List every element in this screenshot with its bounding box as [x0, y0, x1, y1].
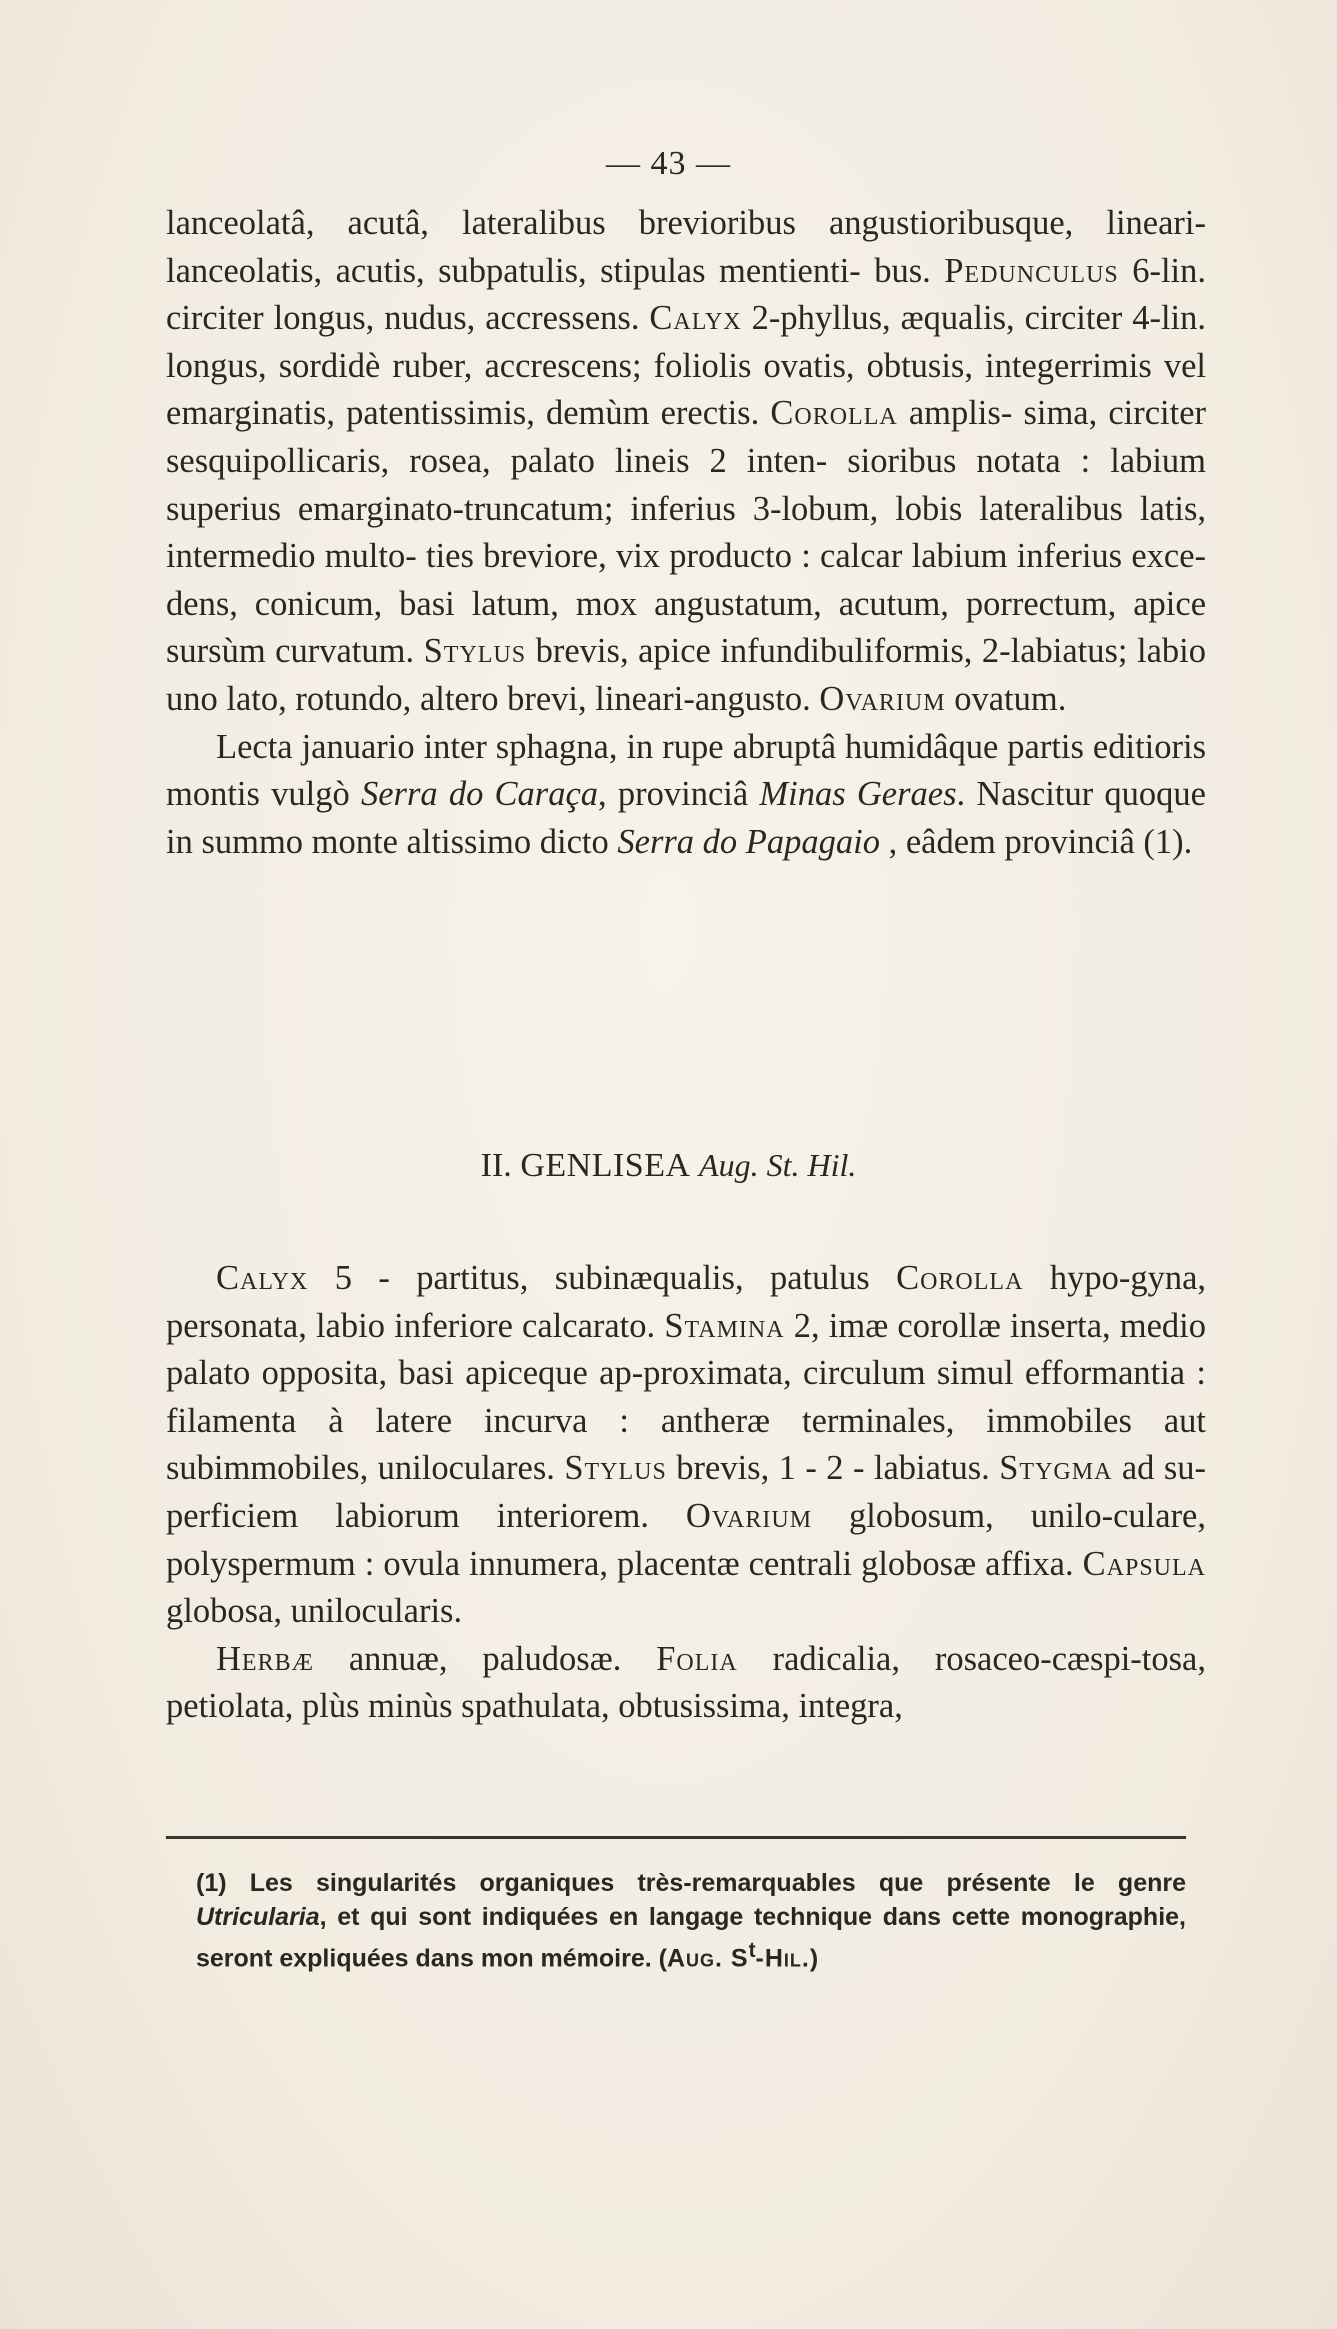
herbae-paragraph	[166, 1636, 1206, 1731]
text-line: altero brevi, lineari-angusto.	[419, 679, 811, 718]
text-line: porrectum, apice sursùm curvatum.	[166, 584, 1207, 671]
text-line: emarginatis, patentissimis, demùm erectis.	[166, 394, 760, 433]
text-line: sioribus notata : labium superius emarginato-truncatum;	[166, 441, 1207, 528]
text-line: bus.	[874, 251, 931, 290]
footnote-author: Aug. S	[666, 1944, 749, 1973]
term-pedunculus: Pedunculus	[944, 251, 1119, 290]
footnote-rule	[166, 1836, 1186, 1839]
text-run: ad su-perficiem labiorum interiorem.	[166, 1449, 1207, 1535]
genus-description	[166, 1255, 1206, 1731]
text-line: Lecta januario inter sphagna, in rupe abruptâ humidâque	[216, 727, 999, 766]
term-stylus: Stylus	[423, 632, 527, 671]
text-line: 2-phyllus, æqualis, circiter 4-lin. longus, sordidè	[166, 299, 1207, 385]
text-line: ovatum.	[954, 679, 1067, 718]
term-stygma: Stygma	[999, 1449, 1113, 1488]
place-name: Minas Geraes	[759, 775, 957, 814]
text-line: amplis-	[908, 394, 1013, 433]
text-line: , eâdem provinciâ (1).	[888, 822, 1193, 861]
genus-name: GENLISEA	[520, 1147, 691, 1184]
text-run: radicalia, rosaceo-cæspi-tosa, petiolata, plùs minùs spathulata, obtusissima, integra,	[166, 1639, 1206, 1726]
text-line: 6-lin. circiter longus, nudus, accressens.	[166, 251, 1207, 338]
text-line: sima, circiter sesquipollicaris, rosea, palato lineis 2 inten-	[166, 394, 1207, 480]
term-corolla: Corolla	[770, 394, 898, 433]
text-line: . Nascitur quoque in summo monte altissimo	[166, 775, 1206, 861]
term-calyx: Calyx	[216, 1259, 309, 1297]
term-folia: Folia	[656, 1639, 738, 1678]
text-run: globosa, unilocularis.	[166, 1592, 463, 1631]
place-name: Serra do Caraça	[360, 775, 599, 814]
footnote-author: -Hil.	[755, 1944, 810, 1973]
text-line: ties breviore, vix producto : calcar labium inferius exce-	[425, 537, 1207, 576]
footnote-text: )	[809, 1944, 819, 1973]
text-run: 2, imæ corollæ inserta, medio palato opposita, basi apiceque ap-proximata, circulum simul efformantia : filamenta à latere incurva : antheræ terminales, immobiles aut subimmobiles, uniloculares.	[166, 1306, 1207, 1488]
footnote-text: , et qui sont indiquées en langage technique dans cette monographie, seront expliquées dans mon mémoire. (	[196, 1903, 1186, 1973]
text-line: partis editioris montis vulgò	[166, 727, 1206, 814]
term-ovarium: Ovarium	[819, 679, 946, 718]
term-calyx: Calyx	[649, 299, 742, 338]
text-line: ruber, accrescens; foliolis ovatis, obtusis, integerrimis vel	[392, 346, 1206, 385]
text-line: lineari-lanceolatis, acutis, subpatulis, stipulas mentienti-	[166, 204, 1206, 290]
page-number: — 43 —	[606, 145, 731, 182]
term-ovarium: Ovarium	[685, 1496, 813, 1535]
term-herbae: Herbæ	[216, 1639, 314, 1678]
term-stylus: Stylus	[564, 1449, 667, 1488]
text-line: , provinciâ	[598, 775, 749, 814]
footnote-genus: Utricularia	[196, 1903, 320, 1931]
text-line: inferius 3-lobum, lobis lateralibus latis, intermedio multo-	[166, 489, 1206, 576]
term-stamina: Stamina	[664, 1306, 785, 1345]
text-run: globosum, unilo-culare, polyspermum : ovula innumera, placentæ centrali globosæ affixa.	[166, 1496, 1206, 1583]
text-run: 5 - partitus, subinæqualis, patulus	[334, 1259, 870, 1297]
footnote	[196, 1866, 1186, 1975]
footnote-text: (1) Les singularités organiques très-remarquables que présente le genre	[196, 1869, 1186, 1897]
text-line: infundibuliformis, 2-labiatus; labio uno lato, rotundo,	[166, 632, 1206, 718]
term-corolla: Corolla	[896, 1259, 1024, 1297]
text-run: hypo-gyna, personata, labio inferiore calcarato.	[166, 1259, 1207, 1345]
footnote-author-sup: t	[748, 1939, 756, 1962]
genus-characters-paragraph	[166, 1255, 1206, 1636]
habitat-paragraph	[166, 724, 1206, 867]
text-run: annuæ, paludosæ.	[348, 1639, 622, 1678]
description-paragraph	[166, 200, 1206, 724]
text-line: lanceolatâ, acutâ, lateralibus brevioribus angustioribusque,	[166, 204, 1074, 242]
genus-heading	[0, 1147, 1337, 1185]
species-description	[166, 200, 1206, 866]
text-line: dicto	[539, 822, 609, 861]
genus-author: Aug. St. Hil.	[699, 1147, 857, 1183]
text-line: brevis, apice	[535, 632, 711, 671]
text-run: brevis, 1 - 2 - labiatus.	[676, 1449, 990, 1488]
heading-numeral: II.	[480, 1147, 512, 1184]
place-name: Serra do Papagaio	[617, 822, 880, 861]
text-line: dens, conicum, basi latum, mox angustatum, acutum,	[166, 584, 949, 623]
term-capsula: Capsula	[1082, 1544, 1206, 1583]
